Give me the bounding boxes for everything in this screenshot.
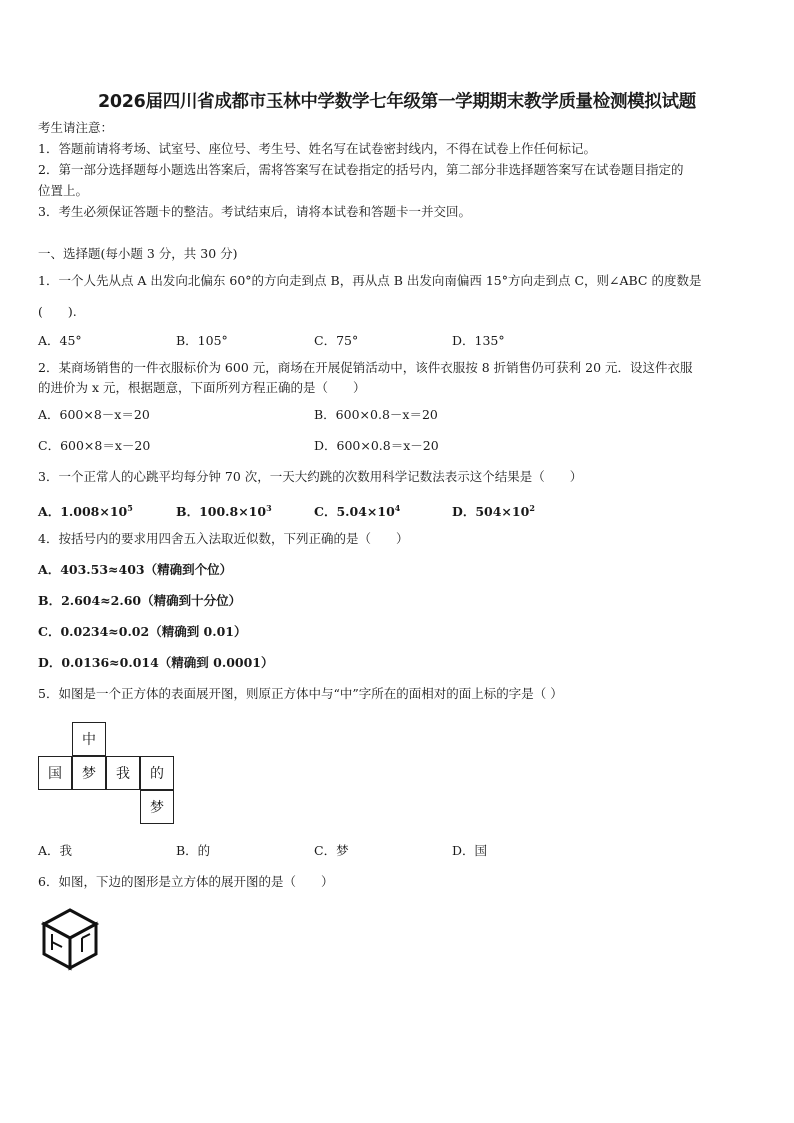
- option-a[interactable]: A．600×8－x＝20: [38, 407, 150, 422]
- cube-figure: [40, 906, 102, 972]
- notice-item: 2．第一部分选择题每小题选出答案后，需将答案写在试卷指定的括号内，第二部分非选择题答案写在试卷题目指定的: [38, 162, 684, 177]
- page-title: 2026届四川省成都市玉林中学数学七年级第一学期期末教学质量检测模拟试题: [98, 92, 696, 112]
- question-text: 4．按括号内的要求用四舍五入法取近似数，下列正确的是（ ）: [38, 531, 409, 546]
- option-d[interactable]: D．0.0136≈0.014（精确到 0.0001）: [38, 655, 274, 670]
- option-base: D．504×10: [452, 504, 530, 520]
- cube-net-figure: [38, 722, 180, 826]
- option-d[interactable]: D．国: [452, 843, 488, 858]
- net-face-top: 中: [72, 722, 106, 756]
- option-c[interactable]: C．0.0234≈0.02（精确到 0.01）: [38, 624, 247, 639]
- option-b[interactable]: B．600×0.8－x＝20: [314, 407, 438, 422]
- option-d[interactable]: D．135°: [452, 333, 505, 348]
- option-b[interactable]: B．的: [176, 843, 211, 858]
- option-exponent: 4: [394, 503, 401, 513]
- option-b[interactable]: B．105°: [176, 333, 228, 348]
- option-exponent: 5: [127, 503, 133, 513]
- option-exponent: 2: [529, 503, 535, 513]
- net-face: 国: [38, 756, 72, 790]
- option-base: C．5.04×10: [314, 504, 395, 520]
- notice-item: 1．答题前请将考场、试室号、座位号、考生号、姓名写在试卷密封线内，不得在试卷上作任何标记。: [38, 141, 596, 156]
- question-text: 1．一个人先从点 A 出发向北偏东 60°的方向走到点 B，再从点 B 出发向南偏西 15°方向走到点 C，则∠ABC 的度数是: [38, 273, 702, 288]
- option-b[interactable]: B．2.604≈2.60（精确到十分位）: [38, 593, 242, 608]
- notice-heading: 考生请注意：: [38, 120, 114, 135]
- option-c[interactable]: C．600×8＝x－20: [38, 438, 151, 453]
- option-base: B．100.8×10: [176, 504, 267, 520]
- option-base: A．1.008×10: [38, 504, 128, 520]
- option-a[interactable]: A．45°: [38, 333, 82, 348]
- notice-item: 3．考生必须保证答题卡的整洁。考试结束后，请将本试卷和答题卡一并交回。: [38, 204, 471, 219]
- option-a[interactable]: A．我: [38, 843, 73, 858]
- question-text: 3．一个正常人的心跳平均每分钟 70 次，一天大约跳的次数用科学记数法表示这个结果是（ ）: [38, 469, 583, 484]
- option-d[interactable]: D．600×0.8＝x－20: [314, 438, 439, 453]
- question-text: 2．某商场销售的一件衣服标价为 600 元，商场在开展促销活动中，该件衣服按 8 折销售仍可获利 20 元．设这件衣服: [38, 360, 693, 375]
- option-a[interactable]: [38, 500, 133, 520]
- option-c[interactable]: C．75°: [314, 333, 359, 348]
- net-face: 梦: [72, 756, 106, 790]
- option-d[interactable]: [452, 500, 535, 520]
- question-text: 5．如图是一个正方体的表面展开图，则原正方体中与“中”字所在的面相对的面上标的字是（ ）: [38, 686, 563, 701]
- question-text: ( ).: [38, 304, 77, 319]
- net-face: 的: [140, 756, 174, 790]
- section-heading: 一、选择题(每小题 3 分，共 30 分): [38, 246, 238, 261]
- option-a[interactable]: A．403.53≈403（精确到个位）: [38, 562, 233, 577]
- option-exponent: 3: [266, 503, 272, 513]
- option-c[interactable]: C．梦: [314, 843, 349, 858]
- question-text: 6．如图，下边的图形是立方体的展开图的是（ ）: [38, 874, 334, 889]
- option-c[interactable]: [314, 500, 400, 520]
- net-face: 我: [106, 756, 140, 790]
- net-face-bottom: 梦: [140, 790, 174, 824]
- question-text: 的进价为 x 元，根据题意，下面所列方程正确的是（ ）: [38, 380, 366, 395]
- notice-item: 位置上。: [38, 183, 89, 198]
- option-b[interactable]: [176, 500, 272, 520]
